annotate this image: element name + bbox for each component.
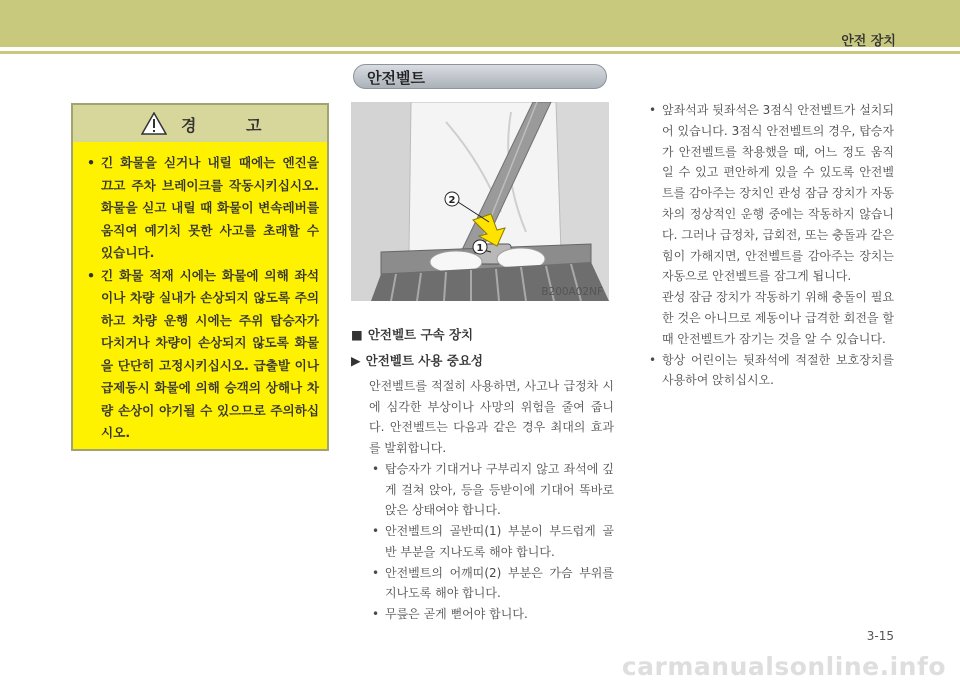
warning-triangle-icon — [141, 112, 167, 135]
svg-text:2: 2 — [448, 195, 456, 206]
section-subheading: ▶ 안전벨트 사용 중요성 — [351, 353, 484, 368]
page-title: 안전벨트 — [367, 69, 425, 87]
warning-box — [71, 103, 329, 451]
list-item — [646, 100, 894, 350]
triangle-bullet-icon: ▶ — [351, 353, 361, 368]
section-heading: ■ 안전벨트 구속 장치 — [351, 327, 474, 342]
warning-item: • 긴 화물을 싣거나 내릴 때에는 엔진을 끄고 주차 브레이크를 작동시키십시오. 화물을 싣고 내릴 때 화물이 변속레버를 움직여 예기치 못한 사고를 초래할 수 있습니다. — [87, 152, 319, 265]
page-title-pill — [353, 64, 607, 89]
list-item: • 안전벨트의 어깨띠(2) 부분은 가슴 부위를 지나도록 해야 합니다. — [369, 563, 614, 604]
callout-1 — [473, 240, 487, 254]
list-item: • 안전벨트의 골반띠(1) 부분이 부드럽게 골반 부분을 지나도록 해야 합니다. — [369, 521, 614, 562]
header-band — [0, 0, 960, 47]
list-item: • 탑승자가 기대거나 구부리지 않고 좌석에 깊게 걸쳐 앉아, 등을 등받이에 기대어 똑바로 앉은 상태여야 합니다. — [369, 459, 614, 521]
seatbelt-drawing — [351, 102, 609, 301]
warning-header — [73, 105, 327, 142]
square-bullet-icon: ■ — [351, 327, 363, 342]
header-rule — [0, 51, 960, 54]
requirements-list — [369, 459, 614, 625]
section-header: 안전 장치 — [841, 34, 896, 49]
figure-code: B200A02NF — [541, 286, 603, 298]
watermark: carmanualsonline.info — [621, 652, 946, 681]
intro-paragraph: 안전벨트를 적절히 사용하면, 사고나 급정차 시에 심각한 부상이나 사망의 위험을 줄여 줍니다. 안전벨트는 다음과 같은 경우 최대의 효과를 발휘합니다. — [369, 379, 614, 456]
paragraph: • 앞좌석과 뒷좌석은 3점식 안전벨트가 설치되어 있습니다. 3점식 안전벨트의 경우, 탑승자가 안전벨트를 착용했을 때, 어느 정도 움직일 수 있고 편안하게 있을 수 있도록 안전벨트를 감아주는 장치인 관성 잠금 장치가 자동차의 정상적인 운행 중에는 작동하지 않습니다. 그러나 급정차, 급회전, 또는 충돌과 같은 힘이 가해지면, 안전벨트를 감아주는 장치는 자동으로 안전벨트를 잠그게 됩니다. — [662, 103, 894, 284]
callout-2 — [445, 192, 459, 206]
right-column-list — [646, 100, 894, 391]
warning-item: • 긴 화물 적재 시에는 화물에 의해 좌석이나 차량 실내가 손상되지 않도록 주의하고 차량 운행 시에는 주위 탑승자가 다치거나 차량이 손상되지 않도록 화물을 단단히 고정시키십시오. 급출발 이나 급제동시 화물에 의해 승객의 상해나 차량 손상이 야기될 수 있으므로 주의하십시오. — [87, 265, 319, 445]
list-item: • 무릎은 곧게 뻗어야 합니다. — [369, 604, 614, 625]
list-item: • 항상 어린이는 뒷좌석에 적절한 보호장치를 사용하여 앉히십시오. — [646, 350, 894, 392]
page-number: 3-15 — [866, 629, 894, 643]
seatbelt-illustration — [351, 102, 609, 301]
paragraph: 관성 잠금 장치가 작동하기 위해 충돌이 필요한 것은 아니므로 제동이나 급격한 회전을 할 때 안전벨트가 잠기는 것을 알 수 있습니다. — [662, 290, 894, 346]
svg-text:1: 1 — [476, 243, 484, 254]
warning-title: 경 고 — [181, 116, 284, 135]
warning-list — [87, 152, 319, 445]
